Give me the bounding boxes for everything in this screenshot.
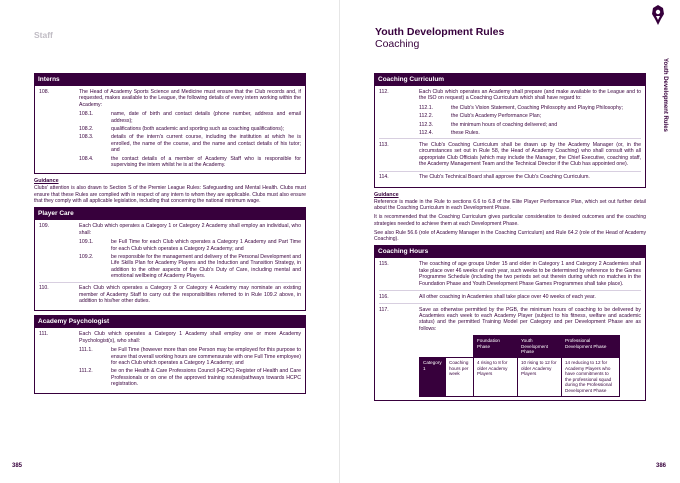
page-number: 386 <box>655 463 666 469</box>
curriculum-header: Coaching Curriculum <box>374 73 646 86</box>
rule-112-3: 112.3. the minimum hours of coaching delivered; and <box>419 121 558 128</box>
rule-109: 109. Each Club which operates a Category 1 or Category 2 Academy shall employ an individual, who shall: <box>39 223 301 236</box>
table-header: Foundation Phase <box>474 336 518 358</box>
interns-header: Interns <box>34 73 306 86</box>
vertical-section-label: Youth Development Rules <box>662 58 668 132</box>
rule-108-3: 108.3. details of the intern's current course, including the institution at which he is enrolled, the name of the course, and the name and contact details of his tutor; and <box>79 134 301 154</box>
guidance-title: Guidance <box>374 191 399 198</box>
table-cell: Coaching hours per week <box>446 358 474 397</box>
table-row <box>420 358 620 397</box>
rule-115: 115. The coaching of age groups Under 15 and older in Category 1 and Category 2 Academies shall take place over 46 weeks of each year, such weeks to be determined by reference to the Games Programme Schedule (including the two periods set out therein during which no matches in the Foundation Phase and Youth Development Phase Games Programmes shall take place). <box>379 261 641 287</box>
page-number: 385 <box>12 463 23 469</box>
guidance-title: Guidance <box>34 178 59 185</box>
rule-112-4: 112.4. these Rules. <box>419 130 480 137</box>
divider <box>379 290 641 291</box>
guidance-text: See also Rule 56.6 (role of Academy Manager in the Coaching Curriculum) and Rule 64.2 (role of the Head of Academy Coaching). <box>374 229 646 243</box>
hours-box <box>374 258 646 400</box>
guidance-text: It is recommended that the Coaching Curriculum gives particular consideration to desired outcomes and the coaching strategies needed to achieve them at each Development Phase. <box>374 214 646 227</box>
table-header: Youth Development Phase <box>518 336 562 358</box>
table-cell: 10 rising to 12 for older Academy Players <box>518 358 562 397</box>
rule-114: 114. The Club's Technical Board shall approve the Club's Coaching Curriculum. <box>379 174 590 181</box>
right-page <box>340 0 680 483</box>
guidance-text: Reference is made in the Rule to sections 6.6 to 6.8 of the Elite Player Performance Plan, which set out further detail about the Coaching Curriculum in each Development Phase. <box>374 198 646 211</box>
right-column <box>374 73 646 405</box>
rule-112-2: 112.2. the Club's Academy Performance Plan; <box>419 113 542 120</box>
guidance-text: Clubs' attention is also drawn to Section S of the Premier League Rules: Safeguarding and Mental Health. Clubs must ensure that these Rules are complied with in respect of any intern to whom they are applicable. Clubs must also ensure that they comply with all applicable legislation, including that concerning the national minimum wage. <box>34 185 306 205</box>
rule-110: 110. Each Club which operates a Category 3 or Category 4 Academy may nominate an existing member of Academy Staff to carry out the responsibilities referred to in Rule 109.2 above, in addition to his/her other duties. <box>39 285 301 305</box>
table-cell: 14 reducing to 12 for Academy Players who have commitments to the professional squad during the Professional Development Phase <box>562 358 620 397</box>
rule-111: 111. Each Club which operates a Category 1 Academy shall employ one or more Academy Psychologist(s), who shall: <box>39 331 301 344</box>
left-column <box>34 73 306 398</box>
rule-112: 112. Each Club which operates an Academy shall prepare (and make available to the League and to the ISO on request) a Coaching Curriculum which shall have regard to: <box>379 89 641 102</box>
section-label: Staff <box>34 30 53 40</box>
divider <box>39 282 301 283</box>
rule-108: 108. The Head of Academy Sports Science and Medicine must ensure that the Club records and, if requested, makes available to the League, the following details of every intern working within the Academy: <box>39 89 301 108</box>
rule-108-4: 108.4. the contact details of a member of Academy Staff who is responsible for supervising the intern whilst he is at the Academy. <box>79 155 301 169</box>
divider <box>379 138 641 139</box>
coaching-hours-table <box>419 335 620 396</box>
player-care-header: Player Care <box>34 207 306 220</box>
player-care-box <box>34 220 306 311</box>
lion-crest-icon <box>650 5 666 25</box>
psychologist-box <box>34 328 306 393</box>
table-cell: 4 rising to 8 for older Academy Players <box>474 358 518 397</box>
rule-116: 116. All other coaching in Academies shall take place over 40 weeks of each year. <box>379 293 596 300</box>
divider <box>379 303 641 304</box>
rule-109-1: 109.1. be Full Time for each Club which operates a Category 1 Academy and Part Time for each Club which operates a Category 2 Academy; and <box>79 239 301 252</box>
divider <box>379 171 641 172</box>
rule-113: 113. The Club's Coaching Curriculum shall be drawn up by the Academy Manager (or, in the circumstances set out in Rule 58, the Head of Academy Coaching) who shall consult with all appropriate Club Officials (which may include the Manager, the Chief Executive, coaching staff, the Academy Management Team and the Technical Director if the Club has appointed one). <box>379 142 641 168</box>
rule-112-1: 112.1. the Club's Vision Statement, Coaching Philosophy and Playing Philosophy; <box>419 104 623 111</box>
rule-111-1: 111.1. be Full Time (however more than one Person may be employed for this purpose to ensure that overall working hours are commensurate with one Full Time employee) for each Club which operates a Category 1 Academy; and <box>79 347 302 367</box>
rule-109-2: 109.2. be responsible for the management and delivery of the Personal Development and Life Skills Plan for Academy Players and the Induction and Transition Strategy, in addition to the other aspects of the Club's Duty of Care, including mental and emotional wellbeing of Academy Players. <box>79 253 301 280</box>
hours-header: Coaching Hours <box>374 245 646 258</box>
page-subtitle: Coaching <box>375 38 420 50</box>
rule-108-2: 108.2. qualifications (both academic and sporting such as coaching qualifications); <box>79 126 285 133</box>
rule-117: 117. Save as otherwise permitted by the PGB, the minimum hours of coaching to be delivered by Academies each week to each Academy Player (subject to his fitness, welfare and academic status) and the permitted Training Model per Category and per Development Phase are as follows: <box>379 306 641 332</box>
page-title: Youth Development Rules <box>375 26 505 38</box>
rule-108-1: 108.1. name, date of birth and contact details (phone number, address and email address); <box>79 111 301 124</box>
psychologist-header: Academy Psychologist <box>34 315 306 328</box>
rule-111-2: 111.2. be on the Health & Care Professions Council (HCPC) Register of Health and Care Professionals or on one of the approved training routes/pathways towards HCPC registration. <box>79 368 301 388</box>
table-header-row <box>420 336 620 358</box>
table-row-label: Category 1 <box>420 358 446 397</box>
table-header: Professional Development Phase <box>562 336 620 358</box>
interns-box <box>34 86 306 174</box>
curriculum-box <box>374 86 646 188</box>
